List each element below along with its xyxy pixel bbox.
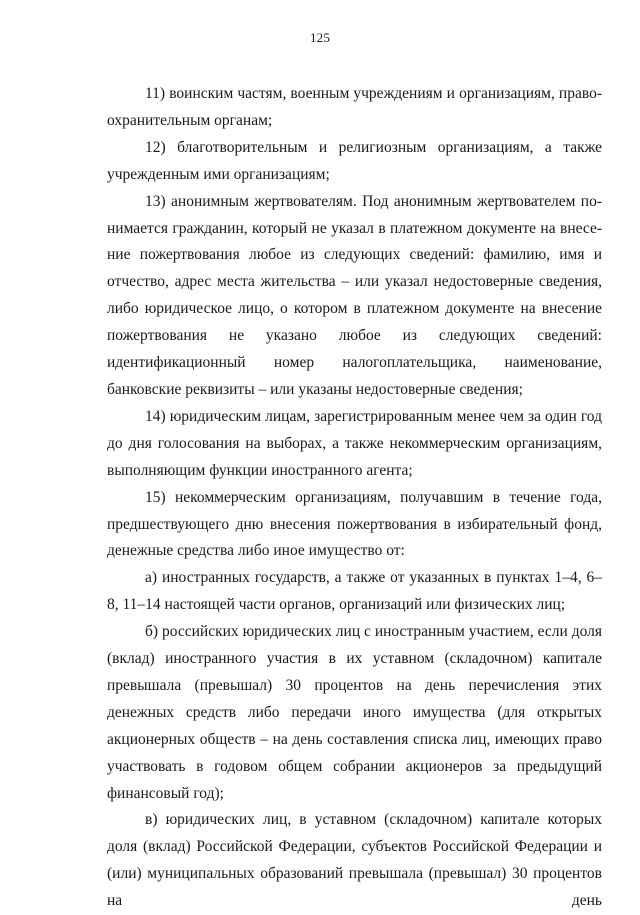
page-number: 125 (309, 30, 331, 45)
paragraph-item-14: 14) юридическим лицам, зарегистрированным менее чем за один год до дня голосования на выборах, а также некоммерческим организациям, выполняющим функции иностранного агента; (107, 407, 602, 479)
paragraph-subitem-b: б) российских юридических лиц с иностранным участием, если доля (вклад) иностранного участия в их уставном (складочном) капитале превышала (превышал) 30 процентов на день перечисления этих денежных средств либо передачи иного имущества (для открытых акционерных обществ – на день составления списка лиц, имеющих право участвовать в годовом общем собрании акционеров за предыдущий финансовый год); (107, 623, 602, 802)
paragraph-subitem-v: в) юридических лиц, в уставном (складочном) капитале которых доля (вклад) Российской Федерации, субъектов Российской Федерации и (или) муниципальных образований превышала (превышал) 30 процентов на день (107, 811, 602, 910)
paragraph-item-13: 13) анонимным жертвователям. Под анонимным жертвователем понимается гражданин, который не указал в платежном документе на внесение пожертвования любое из следующих сведений: фамилию, имя и отчество, адрес места жительства – или указал недостоверные сведения, либо юридическое лицо, о котором в платежном документе на внесение пожертвования не указано любое из следующих сведений: идентификационный номер налогоплательщика, наименование, банковские реквизиты – или указаны недостоверные сведения; (107, 192, 602, 398)
paragraph-subitem-a: а) иностранных государств, а также от указанных в пунктах 1–4, 6–8, 11–14 настоящей части органов, организаций или физических лиц; (107, 569, 602, 614)
paragraph-item-15: 15) некоммерческим организациям, получавшим в течение года, предшествующего дню внесения пожертвования в избирательный фонд, денежные средства либо иное имущество от: (107, 488, 602, 560)
document-body (107, 81, 602, 915)
paragraph-item-12: 12) благотворительным и религиозным организациям, а также учрежденным ими организациям; (107, 138, 602, 183)
paragraph-item-11: 11) воинским частям, военным учреждениям и организациям, правоохранительным органам; (107, 85, 602, 129)
